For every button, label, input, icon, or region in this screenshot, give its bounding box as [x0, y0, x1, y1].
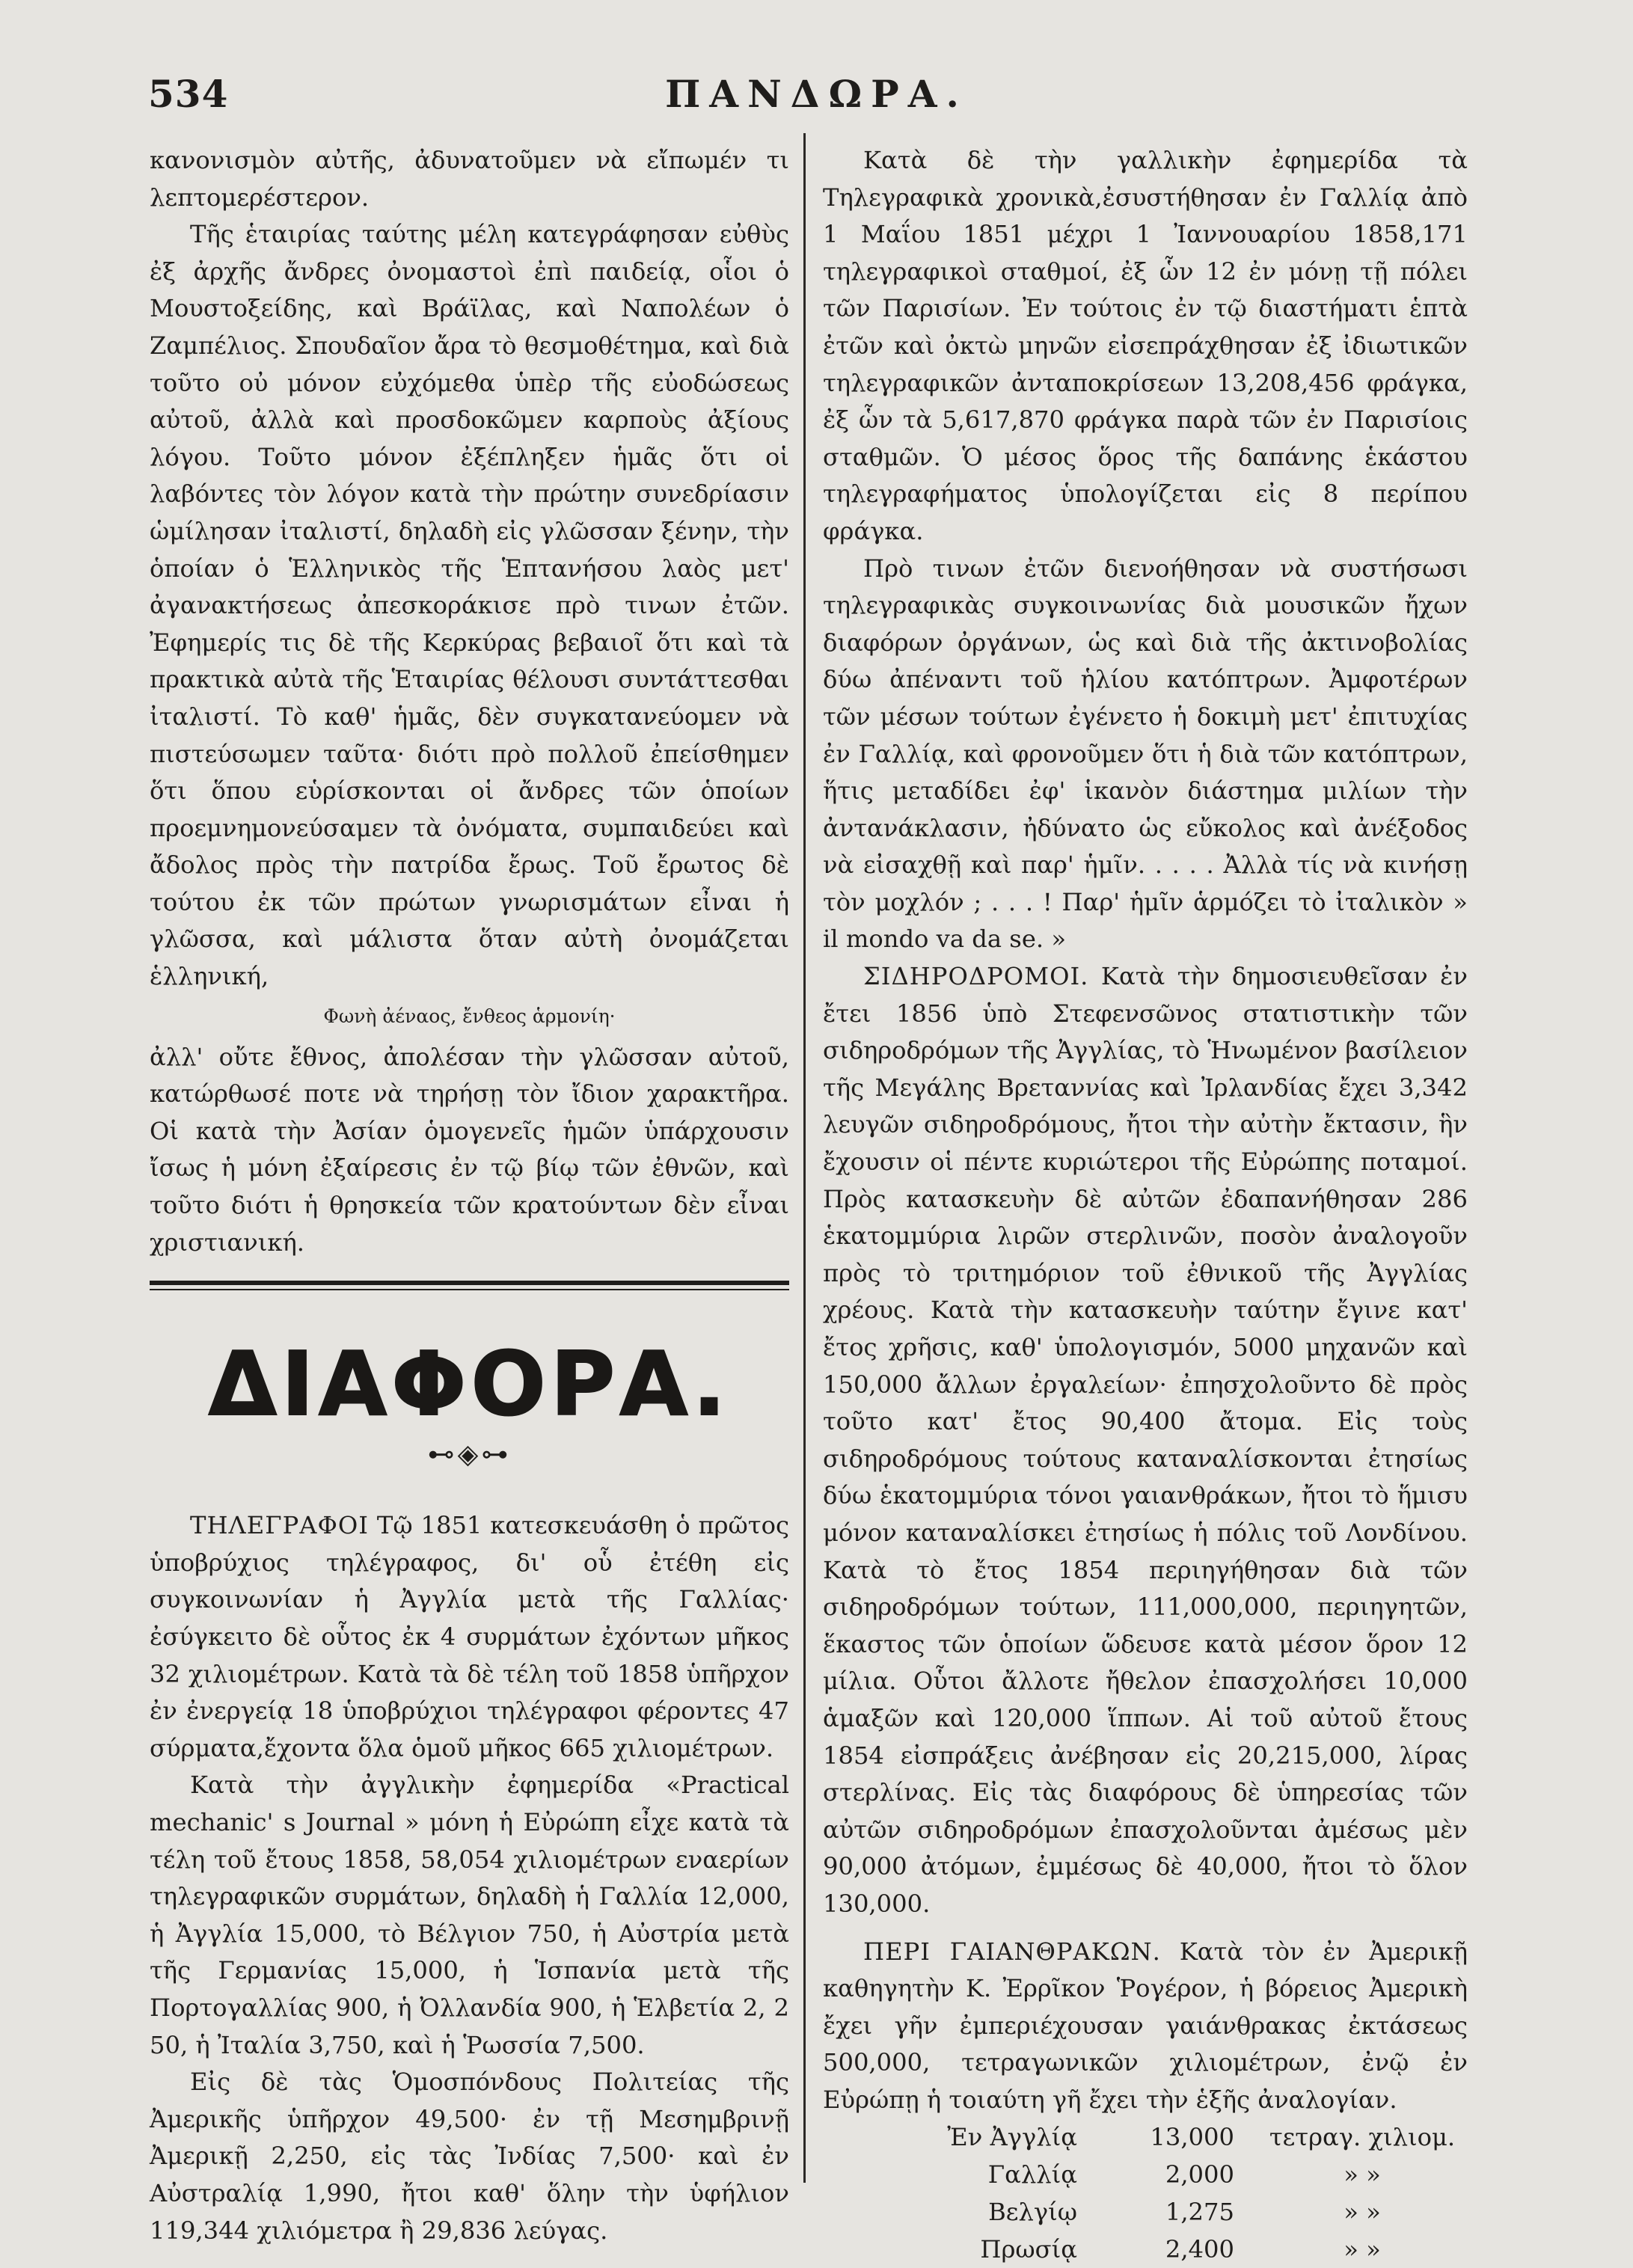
paragraph: Τῆς ἑταιρίας ταύτης μέλη κατεγράφησαν εὐθὺς ἐξ ἀρχῆς ἄνδρες ὀνομαστοὶ ἐπὶ παιδείᾳ, οἷοι ὁ Μουστοξείδης, καὶ Βράϊλας, καὶ Ναπολέων ὁ Ζαμπέλιος. Σπουδαῖον ἄρα τὸ θεσμοθέτημα, καὶ διὰ τοῦτο οὐ μόνον εὐχόμεθα ὑπὲρ τῆς εὐοδώσεως αὐτοῦ, ἀλλὰ καὶ προσδοκῶμεν καρποὺς ἀξίους λόγου. Τοῦτο μόνον ἐξέπληξεν ἡμᾶς ὅτι οἱ λαβόντες τὸν λόγον κατὰ τὴν πρώτην συνεδρίασιν ὡμίλησαν ἰταλιστί, δηλαδὴ εἰς γλῶσσαν ξένην, τὴν ὁποίαν ὁ Ἑλληνικὸς τῆς Ἑπτανήσου λαὸς μετ' ἀγανακτήσεως ἀπεσκοράκισε πρὸ τινων ἐτῶν. Ἐφημερίς τις δὲ τῆς Κερκύρας βεβαιοῖ ὅτι καὶ τὰ πρακτικὰ αὐτὰ τῆς Ἑταιρίας θέλουσι συντάττεσθαι ἰταλιστί. Τὸ καθ' ἡμᾶς, δὲν συγκατανεύομεν νὰ πιστεύσωμεν ταῦτα· διότι πρὸ πολλοῦ ἐπείσθημεν ὅτι ὅπου εὑρίσκονται οἱ ἄνδρες τῶν ὁποίων προεμνημονεύσαμεν τὰ ὀνόματα, συμπαιδεύει καὶ ἄδολος πρὸς τὴν πατρίδα ἔρως. Τοῦ ἔρωτος δὲ τούτου ἐκ τῶν πρώτων γνωρισμάτων εἶναι ἡ γλῶσσα, καὶ μάλιστα ὅταν αὐτὴ ὀνομάζεται ἑλληνική, [150, 220, 789, 991]
table-row [823, 2193, 1468, 2231]
right-column [823, 142, 1468, 2268]
table-row [823, 2156, 1468, 2193]
area-value: 2,400 [1165, 2235, 1234, 2264]
area-unit: » » [1344, 2198, 1381, 2227]
area-unit: » » [1344, 2235, 1381, 2264]
epigraph: Φωνὴ ἀέναος, ἔνθεος ἁρμονίη· [323, 1005, 616, 1027]
area-unit: » » [1344, 2160, 1381, 2189]
paragraph-text: Κατὰ τὴν δημοσιευθεῖσαν ἐν ἔτει 1856 ὑπὸ Στεφενσῶνος στατιστικὴν τῶν σιδηροδρόμων τῆς Ἀγγλίας, τὸ Ἡνωμένον βασίλειον τῆς Μεγάλης Βρεταννίας καὶ Ἰρλανδίας ἔχει 3,342 λευγῶν σιδηροδρόμους, ἤτοι τὴν αὐτὴν ἔκτασιν, ἣν ἔχουσιν οἱ πέντε κυριώτεροι τῆς Εὐρώπης ποταμοί. Πρὸς κατασκευὴν δὲ αὐτῶν ἐδαπανήθησαν 286 ἑκατομμύρια λιρῶν στερλινῶν, ποσὸν ἀναλογοῦν πρὸς τὸ τριτημόριον τοῦ ἐθνικοῦ τῆς Ἀγγλίας χρέους. Κατὰ τὴν κατασκευὴν ταύτην ἔγινε κατ' ἔτος χρῆσις, καθ' ὑπολογισμόν, 5000 μηχανῶν καὶ 150,000 ἄλλων ἐργαλείων· ἐπησχολοῦντο δὲ πρὸς τοῦτο κατ' ἔτος 90,400 ἄτομα. Εἰς τοὺς σιδηροδρόμους τούτους καταναλίσκονται ἐτησίως δύω ἑκατομμύρια τόνοι γαιανθράκων, ἤτοι τὸ ἥμισυ μόνον καταναλίσκει ἐτησίως ἡ πόλις τοῦ Λονδίνου. Κατὰ τὸ ἔτος 1854 περιηγήθησαν διὰ τῶν σιδηροδρόμων τούτων, 111,000,000, περιηγητῶν, ἕκαστος τῶν ὁποίων ὥδευσε κατὰ μέσον ὅρον 12 μίλια. Οὗτοι ἄλλοτε ἤθελον ἐπασχολήσει 10,000 ἁμαξῶν καὶ 120,000 ἵππων. Αἱ τοῦ αὐτοῦ ἔτους 1854 εἰσπράξεις ἀνέβησαν εἰς 20,215,000, λίρας στερλίνας. Εἰς τὰς διαφόρους δὲ ὑπηρεσίας τῶν αὐτῶν σιδηροδρόμων ἐπασχολοῦνται ἀμέσως μὲν 90,000 ἀτόμων, ἐμμέσως δὲ 40,000, ἤτοι τὸ ὅλον 130,000. [823, 962, 1468, 1918]
page-number: 534 [148, 72, 229, 116]
left-column [150, 142, 789, 2249]
section-rule [150, 1289, 789, 1290]
table-row [823, 2231, 1468, 2268]
paragraph [823, 958, 1468, 1922]
country-name: Πρωσίᾳ [980, 2235, 1077, 2264]
area-value: 13,000 [1150, 2123, 1234, 2152]
section-rule [150, 1281, 789, 1285]
paragraph-text: Κατὰ τὸν ἐν Ἀμερικῇ καθηγητὴν Κ. Ἐρρῖκον Ῥογέρον, ἡ βόρειος Ἀμερικὴ ἔχει γῆν ἐμπεριέχουσαν γαιάνθρακας ἐκτάσεως 500,000, τετραγωνικῶν χιλιομέτρων, ἐνῷ ἐν Εὐρώπῃ ἡ τοιαύτη γῆ ἔχει τὴν ἑξῆς ἀναλογίαν. [823, 1937, 1468, 2114]
paragraph: Κατὰ τὴν ἀγγλικὴν ἐφημερίδα «Practical mechanic' s Journal » μόνη ἡ Εὐρώπη εἶχε κατὰ τὰ τέλη τοῦ ἔτους 1858, 58,054 χιλιομέτρων εναερίων τηλεγραφικῶν συρμάτων, δηλαδὴ ἡ Γαλλία 12,000, ἡ Ἀγγλία 15,000, τὸ Βέλγιον 750, ἡ Αὐστρία μετὰ τῆς Γερμανίας 15,000, ἡ Ἱσπανία μετὰ τῆς Πορτογαλλίας 900, ἡ Ὀλλανδία 900, ἡ Ἑλβετία 2, 2 50, ἡ Ἰταλία 3,750, καὶ ἡ Ῥωσσία 7,500. [150, 1771, 789, 2059]
country-name: Βελγίῳ [988, 2198, 1077, 2227]
column-divider [803, 133, 806, 2183]
coal-area-table [823, 2118, 1468, 2268]
paragraph [150, 1507, 789, 1767]
paragraph [823, 1934, 1468, 2119]
paragraph: ἀλλ' οὔτε ἔθνος, ἀπολέσαν τὴν γλῶσσαν αὐτοῦ, κατώρθωσέ ποτε νὰ τηρήσῃ τὸν ἴδιον χαρακτῆρα. Οἱ κατὰ τὴν Ἀσίαν ὁμογενεῖς ἡμῶν ὑπάρχουσιν ἴσως ἡ μόνη ἐξαίρεσις ἐν τῷ βίῳ τῶν ἐθνῶν, καὶ τοῦτο διότι ἡ θρησκεία τῶν κρατούντων δὲν εἶναι χριστιανική. [150, 1042, 789, 1257]
paragraph: Εἰς δὲ τὰς Ὁμοσπόνδους Πολιτείας τῆς Ἀμερικῆς ὑπῆρχον 49,500· ἐν τῇ Μεσημβρινῇ Ἀμερικῇ 2,250, εἰς τὰς Ἰνδίας 7,500· καὶ ἐν Αὐστραλίᾳ 1,990, ἤτοι καθ' ὅλην τὴν ὑφήλιον 119,344 χιλιόμετρα ἢ 29,836 λεύγας. [150, 2068, 789, 2245]
paragraph-text: Τῷ 1851 κατεσκευάσθη ὁ πρῶτος ὑποβρύχιος τηλέγραφος, δι' οὗ ἐτέθη εἰς συγκοινωνίαν ἡ Ἀγγλία μετὰ τῆς Γαλλίας· ἐσύγκειτο δὲ οὗτος ἐκ 4 συρμάτων ἐχόντων μῆκος 32 χιλιομέτρων. Κατὰ τὰ δὲ τέλη τοῦ 1858 ὑπῆρχον ἐν ἐνεργείᾳ 18 ὑποβρύχιοι τηλέγραφοι φέροντες 47 σύρματα,ἔχοντα ὅλα ὁμοῦ μῆκος 665 χιλιομέτρων. [150, 1511, 789, 1762]
country-name: Γαλλίᾳ [987, 2160, 1077, 2189]
table-row [823, 2118, 1468, 2156]
country-name: Ἐν Ἀγγλίᾳ [947, 2123, 1077, 2152]
rubric: ΤΗΛΕΓΡΑΦΟΙ [190, 1511, 370, 1540]
rubric: ΣΙΔΗΡΟΔΡΟΜΟΙ. [863, 962, 1089, 991]
paragraph: Πρὸ τινων ἐτῶν διενοήθησαν νὰ συστήσωσι τηλεγραφικὰς συγκοινωνίας διὰ μουσικῶν ἤχων διαφόρων ὀργάνων, ὡς καὶ διὰ τῆς ἀκτινοβολίας δύω ἀπέναντι τοῦ ἡλίου κατόπτρων. Ἀμφοτέρων τῶν μέσων τούτων ἐγένετο ἡ δοκιμὴ μετ' ἐπιτυχίας ἐν Γαλλίᾳ, καὶ φρονοῦμεν ὅτι ἡ διὰ τῶν κατόπτρων, ἥτις μεταδίδει ἐφ' ἱκανὸν διάστημα μιλίων τὴν ἀντανάκλασιν, ἠδύνατο ὡς εὔκολος καὶ ἀνέξοδος νὰ εἰσαχθῇ καὶ παρ' ἡμῖν. . . . . Ἀλλὰ τίς νὰ κινήσῃ τὸν μοχλόν ; . . . ! Παρ' ἡμῖν ἁρμόζει τὸ ἰταλικὸν » il mondo va da se. » [823, 554, 1468, 954]
area-unit: τετραγ. χιλιομ. [1269, 2123, 1456, 2152]
section-title: ΔΙΑΦΟΡΑ. [208, 1332, 731, 1436]
rubric: ΠΕΡΙ ΓΑΙΑΝΘΡΑΚΩΝ. [863, 1937, 1161, 1966]
area-value: 1,275 [1165, 2198, 1234, 2227]
paragraph: Κατὰ δὲ τὴν γαλλικὴν ἐφημερίδα τὰ Τηλεγραφικὰ χρονικὰ,ἐσυστήθησαν ἐν Γαλλίᾳ ἀπὸ 1 Μαΐου 1851 μέχρι 1 Ἰαννουαρίου 1858,171 τηλεγραφικοὶ σταθμοί, ἐξ ὧν 12 ἐν μόνῃ τῇ πόλει τῶν Παρισίων. Ἐν τούτοις ἐν τῷ διαστήματι ἑπτὰ ἐτῶν καὶ ὀκτὼ μηνῶν εἰσεπράχθησαν ἐξ ἰδιωτικῶν τηλεγραφικῶν ἀνταποκρίσεων 13,208,456 φράγκα, ἐξ ὧν τὰ 5,617,870 φράγκα παρὰ τῶν ἐν Παρισίοις σταθμῶν. Ὁ μέσος ὅρος τῆς δαπάνης ἑκάστου τηλεγραφήματος ὑπολογίζεται εἰς 8 περίπου φράγκα. [823, 146, 1468, 545]
running-title: ΠΑΝΔΩΡΑ. [665, 72, 968, 116]
paragraph: κανονισμὸν αὐτῆς, ἀδυνατοῦμεν νὰ εἴπωμέν τι λεπτομερέστερον. [150, 146, 789, 212]
ornament: ⊷◈⊶ [427, 1439, 512, 1471]
area-value: 2,000 [1165, 2160, 1234, 2189]
